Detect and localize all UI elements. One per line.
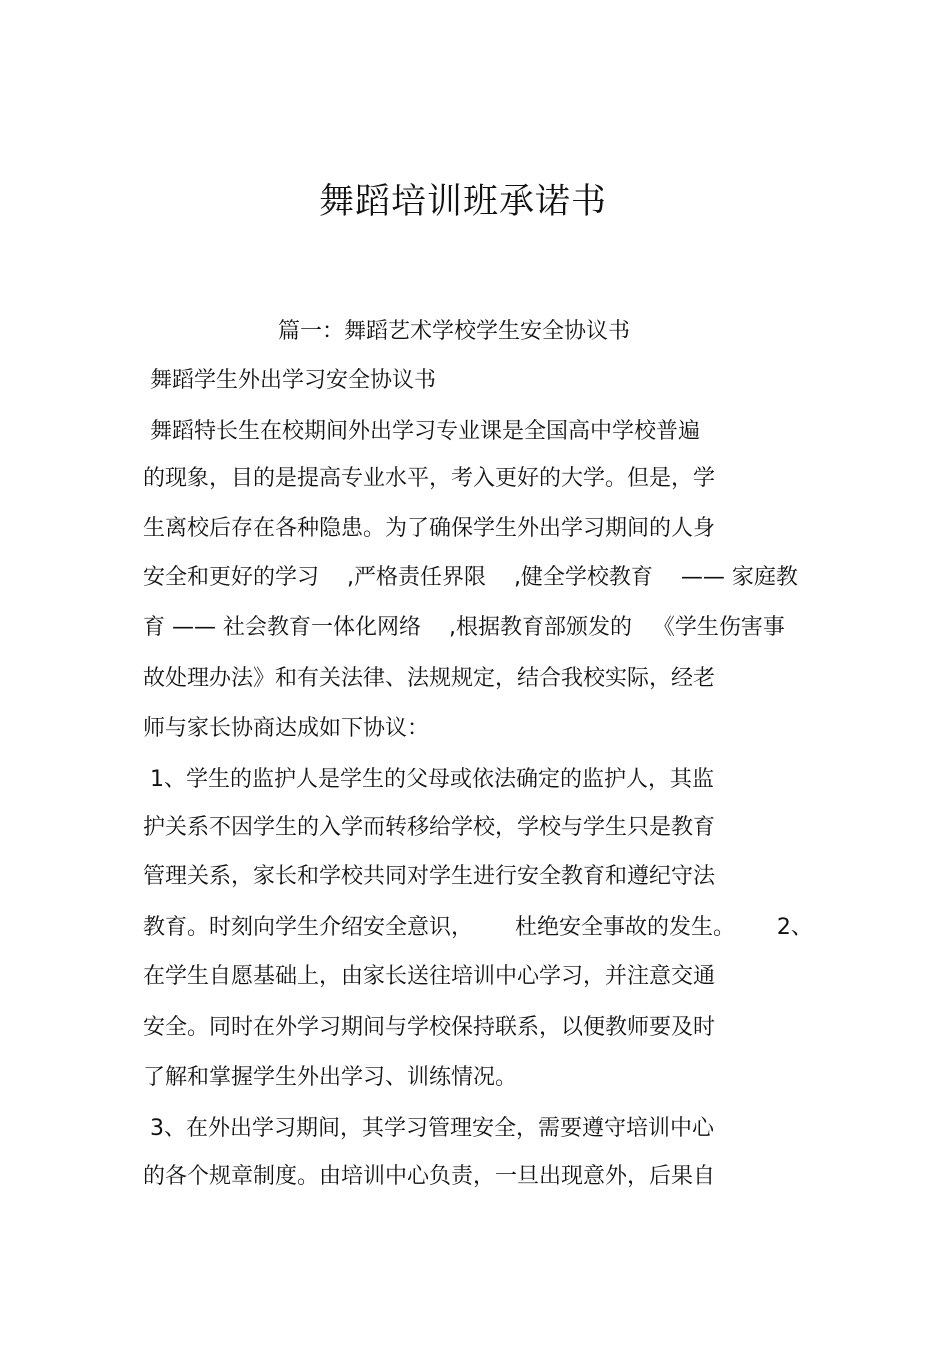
section-heading: 篇一：舞蹈艺术学校学生安全协议书 bbox=[278, 319, 631, 344]
paragraph-line: 了解和掌握学生外出学习、训练情况。 bbox=[143, 1065, 518, 1090]
paragraph-line: 师与家长协商达成如下协议： bbox=[143, 716, 430, 741]
paragraph-line: 育 —— 社会教育一体化网络 ,根据教育部颁发的 《学生伤害事 bbox=[143, 615, 785, 640]
paragraph-line: 的现象，目的是提高专业水平，考入更好的大学。但是，学 bbox=[143, 466, 716, 491]
paragraph-line: 1、学生的监护人是学生的父母或依法确定的监护人，其监 bbox=[143, 767, 714, 792]
paragraph-line: 故处理办法》和有关法律、法规规定，结合我校实际，经老 bbox=[143, 666, 716, 691]
paragraph-line: 3、在外出学习期间，其学习管理安全，需要遵守培训中心 bbox=[143, 1116, 714, 1141]
paragraph-line: 在学生自愿基础上，由家长送往培训中心学习，并注意交通 bbox=[143, 964, 716, 989]
paragraph-line: 舞蹈特长生在校期间外出学习专业课是全国高中学校普遍 bbox=[143, 419, 700, 444]
paragraph-line: 管理关系，家长和学校共同对学生进行安全教育和遵纪守法 bbox=[143, 864, 716, 889]
paragraph-line: 生离校后存在各种隐患。为了确保学生外出学习期间的人身 bbox=[143, 516, 716, 541]
paragraph-line: 护关系不因学生的入学而转移给学校，学校与学生只是教育 bbox=[143, 815, 716, 840]
paragraph-line: 教育。时刻向学生介绍安全意识， 杜绝安全事故的发生。 2、 bbox=[143, 915, 813, 940]
paragraph-line: 的各个规章制度。由培训中心负责，一旦出现意外，后果自 bbox=[143, 1164, 716, 1189]
paragraph-line: 舞蹈学生外出学习安全协议书 bbox=[143, 368, 436, 393]
paragraph-line: 安全。同时在外学习期间与学校保持联系，以便教师要及时 bbox=[143, 1015, 716, 1040]
document-title: 舞蹈培训班承诺书 bbox=[318, 182, 607, 222]
paragraph-line: 安全和更好的学习 ,严格责任界限 ,健全学校教育 —— 家庭教 bbox=[143, 565, 798, 590]
